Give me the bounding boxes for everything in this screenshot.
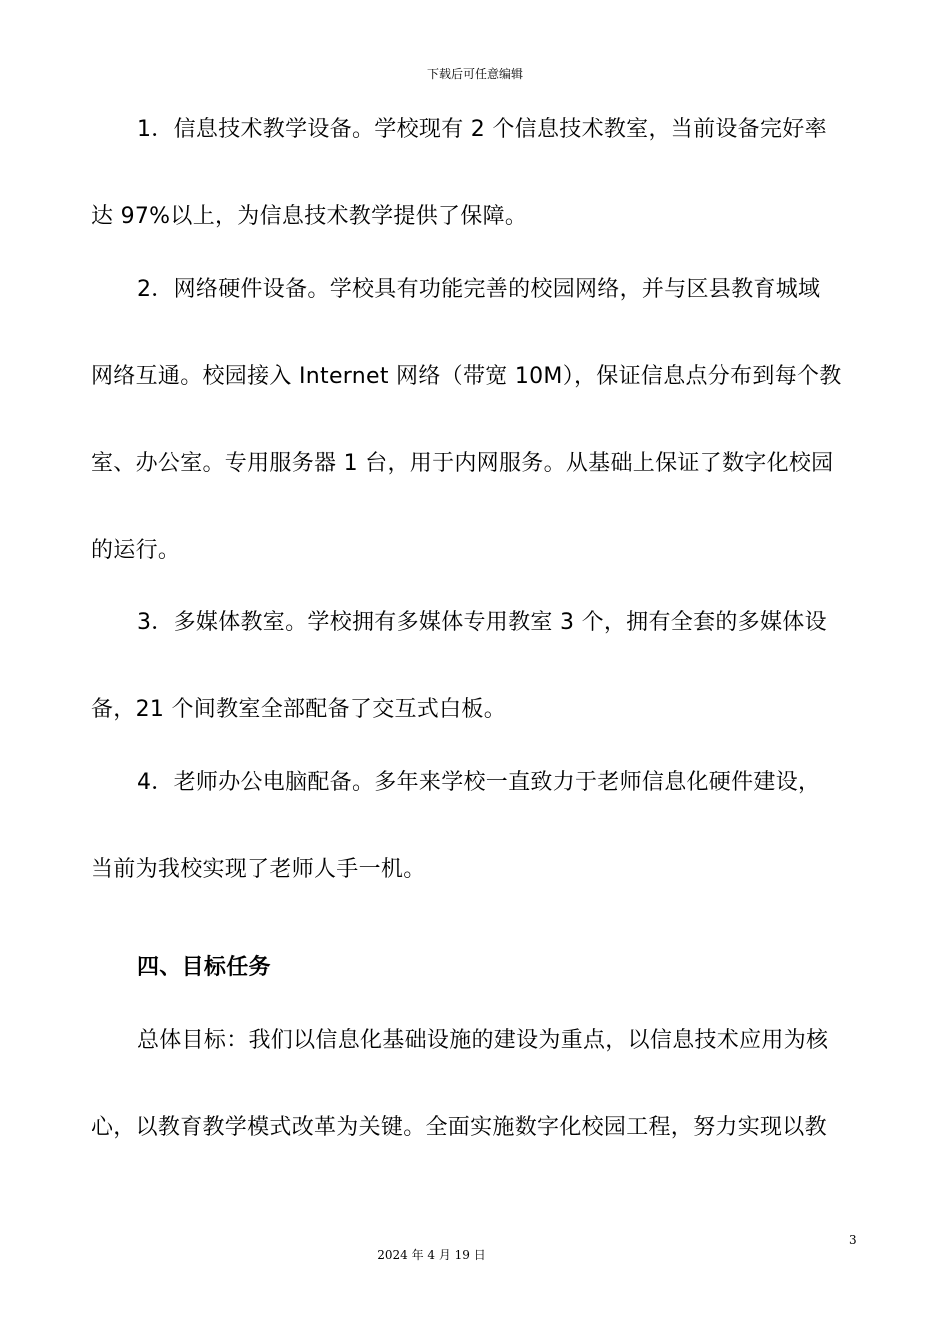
footer-date: 2024 年 4 月 19 日 (377, 1248, 486, 1262)
paragraph-line: 室、办公室。专用服务器 1 台，用于内网服务。从基础上保证了数字化校园 (91, 451, 834, 476)
page-number: 3 (849, 1233, 857, 1247)
paragraph-line: 心，以教育教学模式改革为关键。全面实施数字化校园工程，努力实现以教 (91, 1115, 827, 1140)
paragraph-line: 当前为我校实现了老师人手一机。 (91, 857, 426, 882)
paragraph-line: 网络互通。校园接入 Internet 网络（带宽 10M），保证信息点分布到每个教 (91, 364, 842, 389)
paragraph-line: 1．信息技术教学设备。学校现有 2 个信息技术教室，当前设备完好率 (137, 117, 827, 142)
page-header: 下载后可任意编辑 (426, 67, 523, 81)
paragraph-line: 总体目标：我们以信息化基础设施的建设为重点，以信息技术应用为核 (137, 1028, 829, 1053)
section-heading: 四、目标任务 (137, 955, 271, 980)
paragraph-line: 4．老师办公电脑配备。多年来学校一直致力于老师信息化硬件建设， (137, 770, 821, 795)
paragraph-line: 达 97%以上，为信息技术教学提供了保障。 (91, 204, 528, 229)
paragraph-line: 3．多媒体教室。学校拥有多媒体专用教室 3 个，拥有全套的多媒体设 (137, 610, 827, 635)
paragraph-line: 备，21 个间教室全部配备了交互式白板。 (91, 697, 506, 722)
paragraph-line: 的运行。 (91, 538, 181, 563)
paragraph-line: 2．网络硬件设备。学校具有功能完善的校园网络，并与区县教育城域 (137, 277, 821, 302)
